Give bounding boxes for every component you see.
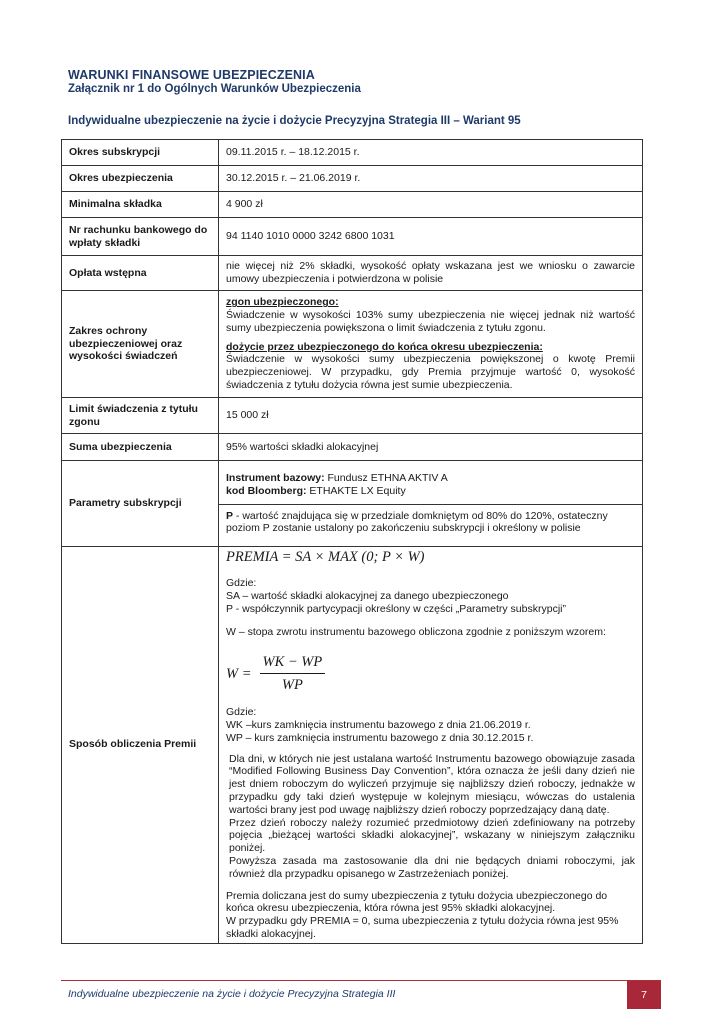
row-value: 09.11.2015 r. – 18.12.2015 r. <box>219 140 643 166</box>
sa-definition: SA – wartość składki alokacyjnej za danego ubezpieczonego <box>226 589 509 602</box>
death-text: Świadczenie w wysokości 103% sumy ubezpieczenia nie więcej jednak niż wartość sumy ubezpieczenia powiększona o limit świadczenia z tytułu zgonu. <box>226 309 635 334</box>
bloomberg-label: kod Bloomberg: <box>226 484 307 497</box>
table-row-coverage <box>62 291 643 398</box>
rule-application: Powyższa zasada ma zastosowanie dla dni nie będących dniami roboczymi, jak również dla przypadku opisanego w Zastrzeżeniach poniżej. <box>229 854 635 880</box>
financial-terms-table <box>61 139 643 944</box>
coverage-cell <box>219 291 643 398</box>
p-label: P <box>226 509 234 522</box>
cell-divider <box>219 504 642 505</box>
w-definition: W – stopa zwrotu instrumentu bazowego obliczona zgodnie z poniższym wzorem: <box>226 626 606 639</box>
where-label: Gdzie: <box>226 706 257 719</box>
survival-heading: dożycie przez ubezpieczonego do końca okresu ubezpieczenia: <box>226 340 543 353</box>
params-cell <box>219 461 643 547</box>
page-number: 7 <box>627 981 661 1009</box>
table-row-premium-calc <box>62 547 643 944</box>
premium-calc-cell <box>219 547 643 944</box>
row-value: 4 900 zł <box>219 192 643 218</box>
table-row-min-premium <box>62 192 643 218</box>
table-row-sum-insured <box>62 434 643 461</box>
wk-definition: WK –kurs zamknięcia instrumentu bazowego z dnia 21.06.2019 r. <box>226 718 531 731</box>
table-row-bank-account <box>62 218 643 256</box>
row-label: Okres ubezpieczenia <box>62 166 219 192</box>
footer-divider <box>61 980 661 981</box>
document-subtitle: Załącznik nr 1 do Ogólnych Warunków Ubezpieczenia <box>68 83 361 95</box>
product-title: Indywidualne ubezpieczenie na życie i dożycie Precyzyjna Strategia III – Wariant 95 <box>68 115 521 127</box>
row-value: 95% wartości składki alokacyjnej <box>219 434 643 461</box>
row-label: Minimalna składka <box>62 192 219 218</box>
w-denominator: WP <box>281 677 303 694</box>
row-value: 15 000 zł <box>219 398 643 434</box>
premia-formula: PREMIA = SA × MAX (0; P × W) <box>226 549 425 565</box>
p-text: - wartość znajdująca się w przedziale domkniętym od 80% do 120%, ostateczny poziom P zostanie ustalony po zakończeniu subskrypcji i określony w polisie <box>226 509 608 535</box>
working-day-definition: Przez dzień roboczy należy rozumieć przedmiotowy dzień zdefiniowany na potrzeby pojęcia „bieżącej wartości składki alokacyjnej”, wskazany w niniejszym załączniku poniżej. <box>229 816 635 855</box>
row-value: 30.12.2015 r. – 21.06.2019 r. <box>219 166 643 192</box>
premium-added-text: Premia doliczana jest do sumy ubezpieczenia z tytułu dożycia ubezpieczonego do końca okresu ubezpieczenia, która równa jest 95% składki alokacyjnej. <box>226 889 608 915</box>
row-label: Limit świadczenia z tytułu zgonu <box>62 398 219 434</box>
business-day-convention: Dla dni, w których nie jest ustalana wartość Instrumentu bazowego obowiązuje zasada “Modified Following Business Day Convention”, która oznacza że jeśli dany dzień nie jest dniem roboczym do wyliczeń przyjmuje się najbliższy dzień roboczy, jednakże w przypadku gdy taki dzień występuje w kolejnym miesiącu, wówczas do ustalenia wartości brany jest pod uwagę najbliższy dzień roboczy poprzedzający daną datę. <box>229 752 635 816</box>
row-label: Suma ubezpieczenia <box>62 434 219 461</box>
row-label: Zakres ochrony ubezpieczeniowej oraz wysokości świadczeń <box>62 291 219 398</box>
table-row-death-limit <box>62 398 643 434</box>
instrument-value: Fundusz ETHNA AKTIV A <box>324 471 448 484</box>
w-formula-lhs: W = <box>226 665 252 682</box>
table-row-initial-fee <box>62 256 643 291</box>
table-row-subscription-period <box>62 140 643 166</box>
zero-premium-text: W przypadku gdy PREMIA = 0, suma ubezpieczenia z tytułu dożycia równa jest 95% składki alokacyjnej. <box>226 915 619 940</box>
row-value: 94 1140 1010 0000 3242 6800 1031 <box>219 218 643 256</box>
w-formula <box>226 653 635 694</box>
bloomberg-value: ETHAKTE LX Equity <box>306 484 406 497</box>
document-header <box>68 68 658 127</box>
row-label: Nr rachunku bankowego do wpłaty składki <box>62 218 219 256</box>
table-row-subscription-params <box>62 461 643 547</box>
row-label: Opłata wstępna <box>62 256 219 291</box>
survival-text: Świadczenie w wysokości sumy ubezpieczenia powiększonej o kwotę Premii ubezpieczeniowej. W przypadku, gdy Premia przyjmuje wartość 0, wysokość świadczenia z tytułu dożycia równa jest sumie ubezpieczenia. <box>226 353 635 391</box>
death-heading: zgon ubezpieczonego: <box>226 296 339 309</box>
row-label: Parametry subskrypcji <box>62 461 219 547</box>
row-value: nie więcej niż 2% składki, wysokość opłaty wskazana jest we wniosku o zawarcie umowy ubezpieczenia i potwierdzona w polisie <box>219 256 643 291</box>
p-definition: P - współczynnik partycypacji określony w części „Parametry subskrypcji” <box>226 602 566 615</box>
row-label: Okres subskrypcji <box>62 140 219 166</box>
footer-product-name: Indywidualne ubezpieczenie na życie i dożycie Precyzyjna Strategia III <box>68 988 396 1000</box>
row-label: Sposób obliczenia Premii <box>62 547 219 944</box>
where-label: Gdzie: <box>226 577 257 589</box>
instrument-label: Instrument bazowy: <box>226 471 325 484</box>
document-title: WARUNKI FINANSOWE UBEZPIECZENIA <box>68 68 315 82</box>
wp-definition: WP – kurs zamknięcia instrumentu bazowego z dnia 30.12.2015 r. <box>226 731 534 744</box>
table-row-insurance-period <box>62 166 643 192</box>
w-numerator: WK − WP <box>260 653 326 674</box>
w-fraction <box>260 653 326 694</box>
